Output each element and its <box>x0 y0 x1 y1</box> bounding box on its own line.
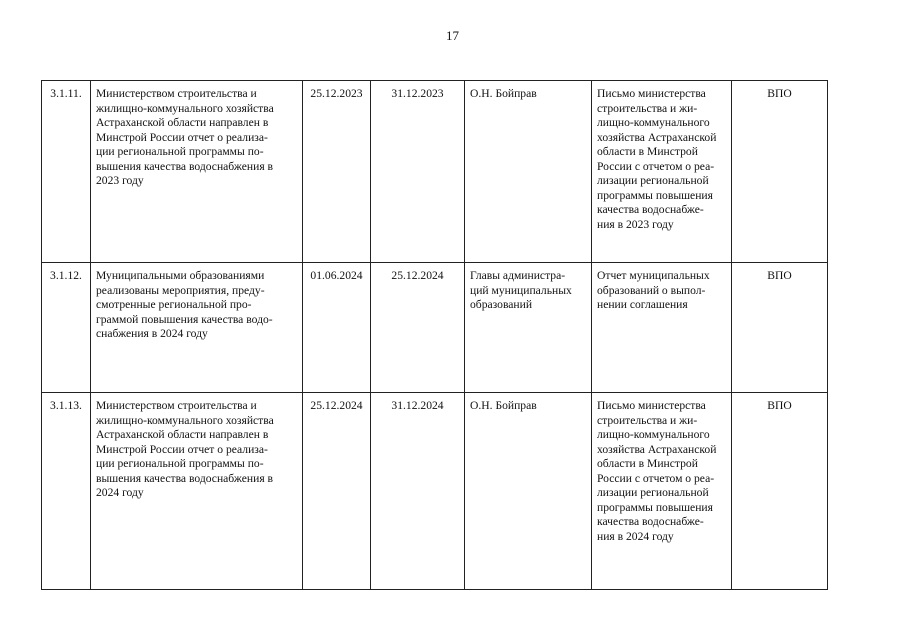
row-responsible: Главы администра- ций муниципальных образований <box>465 263 592 393</box>
row-description: Муниципальными образованиями реализованы мероприятия, преду- смотренные региональной про- граммой повышения качества водо- снабжения в 2024 году <box>91 263 303 393</box>
row-number: 3.1.11. <box>42 81 91 263</box>
plan-table <box>41 80 828 590</box>
row-description: Министерством строительства и жилищно-коммунального хозяйства Астраханской области направлен в Минстрой России отчет о реализа- ции региональной программы по- вышения качества водоснабжения в 2023 году <box>91 81 303 263</box>
row-description: Министерством строительства и жилищно-коммунального хозяйства Астраханской области направлен в Минстрой России отчет о реализа- ции региональной программы по- вышения качества водоснабжения в 2024 году <box>91 393 303 590</box>
page-number: 17 <box>446 28 459 43</box>
row-start-date: 01.06.2024 <box>303 263 371 393</box>
row-start-date: 25.12.2024 <box>303 393 371 590</box>
row-responsible: О.Н. Бойправ <box>465 393 592 590</box>
row-end-date: 31.12.2024 <box>371 393 465 590</box>
row-number: 3.1.12. <box>42 263 91 393</box>
row-result: Отчет муниципальных образований о выпол- нении соглашения <box>592 263 732 393</box>
row-responsible: О.Н. Бойправ <box>465 81 592 263</box>
table-row <box>42 393 828 590</box>
row-result: Письмо министерства строительства и жи- лищно-коммунального хозяйства Астраханской области в Минстрой России с отчетом о реа- лизации региональной программы повышения качества водоснабже- ния в 2023 году <box>592 81 732 263</box>
row-code: ВПО <box>732 393 828 590</box>
row-start-date: 25.12.2023 <box>303 81 371 263</box>
row-code: ВПО <box>732 81 828 263</box>
row-number: 3.1.13. <box>42 393 91 590</box>
row-code: ВПО <box>732 263 828 393</box>
table-row <box>42 81 828 263</box>
row-end-date: 25.12.2024 <box>371 263 465 393</box>
row-end-date: 31.12.2023 <box>371 81 465 263</box>
table-row <box>42 263 828 393</box>
row-result: Письмо министерства строительства и жи- лищно-коммунального хозяйства Астраханской области в Минстрой России с отчетом о реа- лизации региональной программы повышения качества водоснабже- ния в 2024 году <box>592 393 732 590</box>
